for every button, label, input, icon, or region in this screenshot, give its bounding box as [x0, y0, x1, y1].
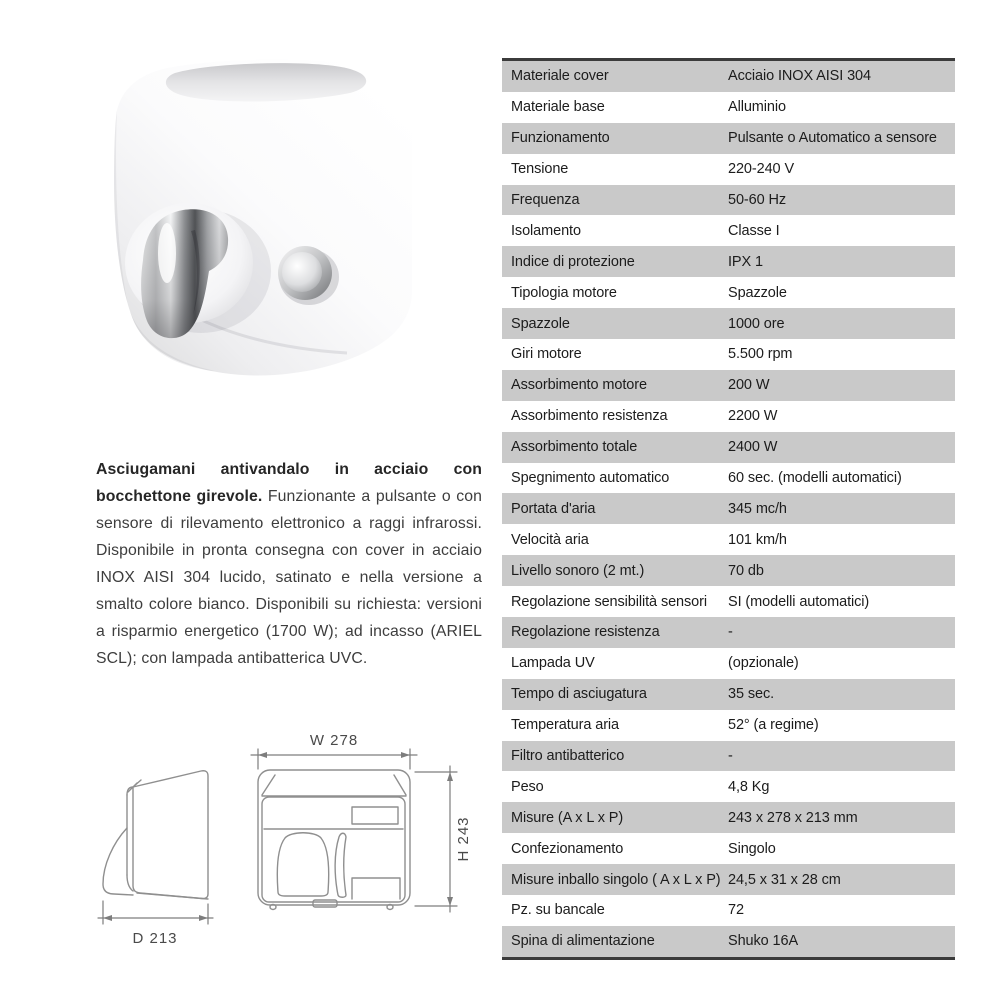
spec-label: Spina di alimentazione	[511, 933, 655, 950]
table-row	[502, 586, 955, 617]
spec-value: Pulsante o Automatico a sensore	[728, 130, 937, 147]
table-row	[502, 771, 955, 802]
spec-value: 50-60 Hz	[728, 192, 787, 208]
spec-label: Tipologia motore	[511, 284, 617, 301]
spec-label: Lampada UV	[511, 655, 595, 672]
height-dimension	[415, 766, 457, 912]
spec-label: Temperatura aria	[511, 717, 620, 734]
table-row	[502, 246, 955, 277]
spec-value: IPX 1	[728, 253, 763, 270]
spec-label: Tempo di asciugatura	[511, 686, 647, 703]
table-row	[502, 679, 955, 710]
spec-value: 2400 W	[728, 439, 778, 456]
table-row	[502, 648, 955, 679]
spec-value: 24,5 x 31 x 28 cm	[728, 871, 841, 888]
width-dimension-label: W 278	[309, 732, 359, 749]
spec-label: Spazzole	[511, 315, 570, 332]
spec-value: 1000 ore	[728, 315, 785, 332]
table-row	[502, 833, 955, 864]
spec-label: Livello sonoro (2 mt.)	[511, 562, 645, 579]
nozzle-highlight	[158, 223, 176, 283]
spec-value: 345 mc/h	[728, 500, 787, 517]
spec-value: Classe I	[728, 222, 780, 239]
spec-label: Regolazione resistenza	[511, 624, 660, 641]
technical-drawings	[85, 725, 485, 995]
table-row	[502, 308, 955, 339]
spec-label: Tensione	[511, 161, 569, 178]
depth-dimension-label: D 213	[132, 930, 178, 947]
table-row	[502, 463, 955, 494]
spec-value: 2200 W	[728, 408, 778, 425]
spec-label: Materiale base	[511, 99, 605, 116]
depth-dimension	[98, 901, 213, 924]
table-row	[502, 617, 955, 648]
width-dimension	[251, 749, 417, 769]
height-dimension-label: H 243	[455, 816, 472, 862]
spec-label: Funzionamento	[511, 130, 610, 147]
side-view-drawing	[98, 771, 213, 947]
spec-value: 220-240 V	[728, 161, 795, 178]
table-row	[502, 432, 955, 463]
product-description-title: Asciugamani antivandalo in acciaio con bocchettone girevole.	[96, 460, 482, 505]
front-view-drawing	[251, 732, 472, 912]
spec-label: Misure (A x L x P)	[511, 809, 624, 826]
table-row	[502, 555, 955, 586]
table-row	[502, 493, 955, 524]
spec-label: Velocità aria	[511, 531, 589, 548]
table-row	[502, 895, 955, 926]
spec-value: 101 km/h	[728, 531, 787, 548]
spec-label: Giri motore	[511, 346, 582, 363]
spec-label: Spegnimento automatico	[511, 470, 670, 487]
table-row	[502, 802, 955, 833]
spec-label: Portata d'aria	[511, 500, 596, 517]
table-row	[502, 710, 955, 741]
spec-value: Spazzole	[728, 284, 787, 301]
table-row	[502, 864, 955, 895]
spec-value: -	[728, 748, 733, 765]
spec-value: Singolo	[728, 840, 776, 857]
spec-value: 200 W	[728, 377, 770, 394]
button-face	[282, 252, 322, 292]
spec-value: 72	[728, 902, 744, 919]
product-description	[96, 456, 482, 672]
product-description-body: Funzionante a pulsante o con sensore di rilevamento elettronico a raggi infrarossi. Disponibile in pronta consegna con cover in acciaio INOX AISI 304 lucido, satinato e nella versione a smalto colore bianco. Disponibili su richiesta: versioni a risparmio energetico (1700 W); ad incasso (ARIEL SCL); con lampada antibatterica UVC.	[96, 487, 482, 667]
spec-value: (opzionale)	[728, 655, 799, 672]
spec-value: Alluminio	[728, 99, 786, 116]
spec-value: 52° (a regime)	[728, 717, 819, 734]
spec-label: Pz. su bancale	[511, 902, 605, 919]
spec-value: Acciaio INOX AISI 304	[728, 68, 871, 85]
table-row	[502, 61, 955, 92]
spec-value: 243 x 278 x 213 mm	[728, 809, 858, 826]
spec-value: Shuko 16A	[728, 933, 799, 950]
table-row	[502, 926, 955, 957]
spec-label: Confezionamento	[511, 840, 624, 857]
spec-value: 4,8 Kg	[728, 778, 770, 795]
table-row	[502, 339, 955, 370]
spec-value: 5.500 rpm	[728, 346, 793, 363]
table-row	[502, 401, 955, 432]
spec-value: 35 sec.	[728, 686, 775, 703]
table-row	[502, 741, 955, 772]
spec-value: SI (modelli automatici)	[728, 593, 870, 610]
spec-value: -	[728, 624, 733, 641]
product-photo	[55, 15, 485, 410]
table-row	[502, 154, 955, 185]
table-row	[502, 215, 955, 246]
spec-label: Assorbimento resistenza	[511, 408, 668, 425]
dimension-drawings	[85, 725, 485, 995]
table-row	[502, 524, 955, 555]
spec-label: Materiale cover	[511, 68, 609, 85]
spec-label: Frequenza	[511, 192, 580, 208]
table-row	[502, 123, 955, 154]
spec-label: Assorbimento motore	[511, 377, 647, 394]
spec-label: Misure inballo singolo ( A x L x P)	[511, 871, 721, 888]
spec-value: 70 db	[728, 562, 764, 579]
spec-label: Isolamento	[511, 222, 581, 239]
table-row	[502, 370, 955, 401]
hand-dryer-illustration	[55, 15, 485, 410]
spec-label: Assorbimento totale	[511, 439, 638, 456]
spec-label: Filtro antibatterico	[511, 748, 625, 765]
spec-table	[502, 58, 955, 960]
spec-label: Peso	[511, 778, 544, 795]
table-row	[502, 185, 955, 216]
spec-label: Indice di protezione	[511, 253, 635, 270]
spec-value: 60 sec. (modelli automatici)	[728, 470, 902, 487]
table-row	[502, 277, 955, 308]
table-row	[502, 92, 955, 123]
spec-label: Regolazione sensibilità sensori	[511, 593, 707, 610]
